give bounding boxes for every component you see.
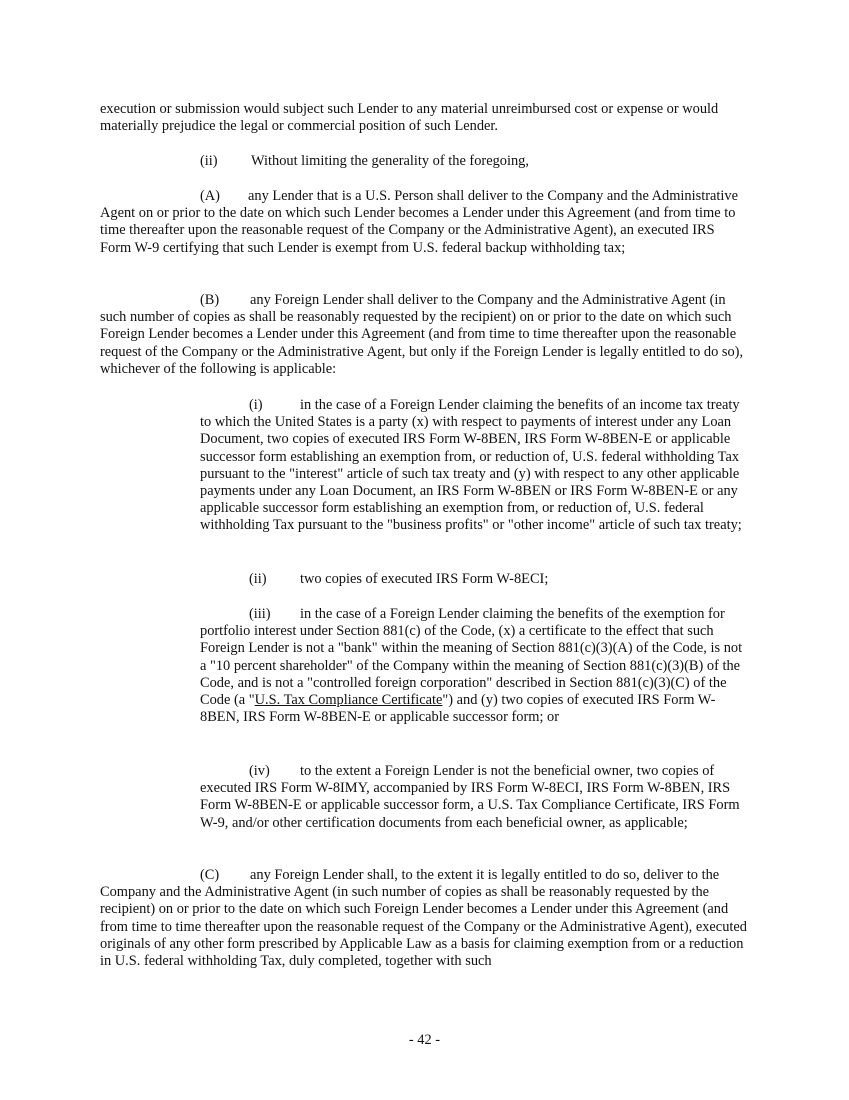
subparagraph-iii-text-before: in the case of a Foreign Lender claiming the benefits of the exemption for portfolio interest under Section 881(c) of the Code, (x) a certificate to the effect that such Foreign Lender is not a "bank" within the meaning of Section 881(c)(3)(A) of the Code, is not a "10 percent shareholder" of the Company within the meaning of Section 881(c)(3)(B) of the Code, and is not a "controlled foreign corporation" described in Section 881(c)(3)(C) of the Code (a " [200, 606, 743, 709]
page-number: - 42 - [408, 1032, 441, 1048]
subparagraph-iv [200, 763, 748, 832]
paragraph-A-label: (A) [200, 188, 220, 204]
subparagraph-iii-text-after: ") and (y) two copies of executed IRS Form W-8BEN, IRS Form W-8BEN-E or applicable successor form; or [200, 692, 716, 726]
subparagraph-ii-label: (ii) [249, 571, 267, 587]
paragraph-C-label: (C) [200, 867, 220, 883]
paragraph-A-text: any Lender that is a U.S. Person shall deliver to the Company and the Administrative Agent on or prior to the date on which such Lender becomes a Lender under this Agreement (and from time to time thereafter upon the reasonable request of the Company or the Administrative Agent), an executed IRS Form W-9 certifying that such Lender is exempt from U.S. federal backup withholding tax; [100, 188, 738, 256]
continuation-paragraph [100, 101, 748, 135]
paragraph-C [100, 867, 748, 970]
defined-term-link: U.S. Tax Compliance Certificate [254, 692, 443, 709]
subparagraph-i-label: (i) [249, 397, 263, 413]
subparagraph-ii [200, 571, 748, 588]
paragraph-ii [100, 153, 748, 170]
subparagraph-i-text: in the case of a Foreign Lender claiming the benefits of an income tax treaty to which the United States is a party (x) with respect to payments of interest under any Loan Document, two copies of executed IRS Form W-8BEN, IRS Form W-8BEN-E or applicable successor form establishing an exemption from, or reduction of, U.S. federal withholding Tax pursuant to the "interest" article of such tax treaty and (y) with respect to any other applicable payments under any Loan Document, an IRS Form W-8BEN or IRS Form W-8BEN-E or any applicable successor form establishing an exemption from, or reduction of, U.S. federal withholding Tax pursuant to the "business profits" or "other income" article of such tax treaty; [200, 397, 742, 534]
paragraph-ii-label: (ii) [200, 153, 218, 169]
paragraph-A [100, 188, 748, 257]
paragraph-ii-text: Without limiting the generality of the foregoing, [251, 153, 529, 169]
paragraph-B-label: (B) [200, 292, 220, 308]
paragraph-B-text: any Foreign Lender shall deliver to the Company and the Administrative Agent (in such number of copies as shall be reasonably requested by the recipient) on or prior to the date on which such Foreign Lender becomes a Lender under this Agreement (and from time to time thereafter upon the reasonable request of the Company or the Administrative Agent, but only if the Foreign Lender is legally entitled to do so), whichever of the following is applicable: [100, 292, 744, 377]
paragraph-B [100, 292, 748, 378]
continuation-text: execution or submission would subject such Lender to any material unreimbursed cost or expense or would materially prejudice the legal or commercial position of such Lender. [100, 101, 719, 135]
subparagraph-iii-label: (iii) [249, 606, 271, 622]
subparagraph-iv-text: to the extent a Foreign Lender is not the beneficial owner, two copies of executed IRS Form W-8IMY, accompanied by IRS Form W-8ECI, IRS Form W-8BEN, IRS Form W-8BEN-E or applicable successor form, a U.S. Tax Compliance Certificate, IRS Form W-9, and/or other certification documents from each beneficial owner, as applicable; [200, 763, 740, 831]
subparagraph-ii-text: two copies of executed IRS Form W-8ECI; [300, 571, 549, 587]
paragraph-C-text: any Foreign Lender shall, to the extent it is legally entitled to do so, deliver to the Company and the Administrative Agent (in such number of copies as shall be reasonably requested by the recipient) on or prior to the date on which such Foreign Lender becomes a Lender under this Agreement (and from time to time thereafter upon the reasonable request of the Company or the Administrative Agent), executed originals of any other form prescribed by Applicable Law as a basis for claiming exemption from or a reduction in U.S. federal withholding Tax, duly completed, together with such [100, 867, 747, 970]
subparagraph-iii [200, 606, 748, 726]
subparagraph-iv-label: (iv) [249, 763, 270, 779]
subparagraph-i [200, 397, 748, 535]
